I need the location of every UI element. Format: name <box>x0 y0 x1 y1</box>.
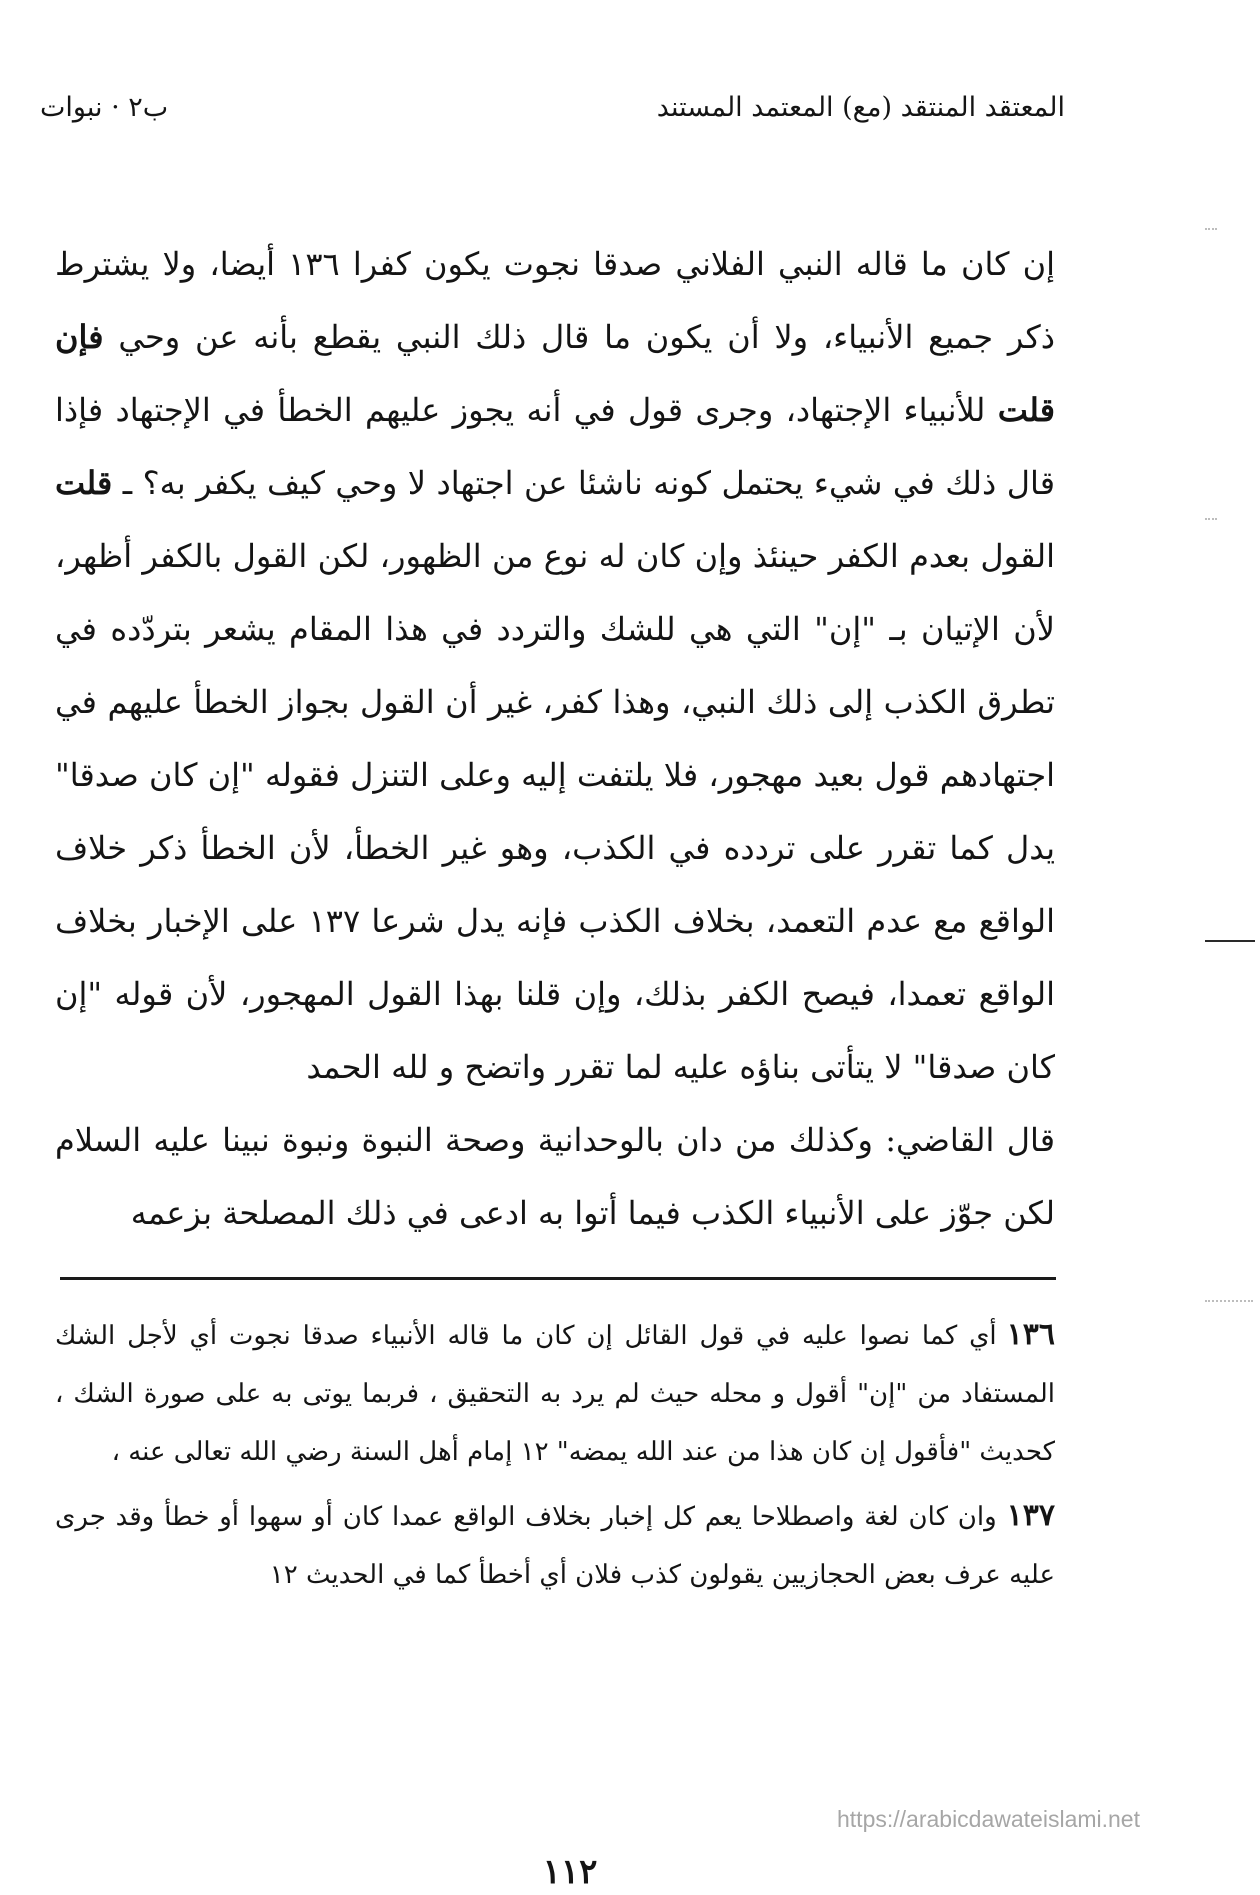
paragraph <box>55 1104 1055 1250</box>
footnote-text: أي كما نصوا عليه في قول القائل إن كان ما قاله الأنبياء صدقا نجوت أي لأجل الشك المستفاد من "إن" أقول و محله حيث لم يرد به التحقيق ، فربما يوتى به على صورة الشك ، كحديث "فأقول إن كان هذا من عند الله يمضه" ١٢ إمام أهل السنة رضي الله تعالى عنه ، <box>55 1321 1055 1467</box>
footnotes <box>55 1306 1055 1610</box>
scan-mark <box>1205 518 1217 520</box>
running-header-reference: ب۲ · نبوات <box>40 92 169 123</box>
footnote-separator <box>60 1277 1056 1280</box>
text-run: قال القاضي: وكذلك من دان بالوحدانية وصحة النبوة ونبوة نبينا عليه السلام لكن جوّز على الأنبياء الكذب فيما أتوا به ادعى في ذلك المصلحة بزعمه <box>55 1121 1055 1232</box>
running-header-title: المعتقد المنتقد (مع) المعتمد المستند <box>656 92 1065 123</box>
paragraph <box>55 228 1055 1104</box>
text-run: للأنبياء الإجتهاد، وجرى قول في أنه يجوز عليهم الخطأ في الإجتهاد فإذا قال ذلك في شيء يحتمل كونه ناشئا عن اجتهاد لا وحي كيف يكفر به؟ ـ <box>55 391 1056 502</box>
footnote-number: ١٣٧ <box>1006 1498 1055 1533</box>
bold-phrase: فإن قلت <box>55 318 1056 429</box>
watermark-url: https://arabicdawateislami.net <box>837 1806 1140 1832</box>
footnote-text: وان كان لغة واصطلاحا يعم كل إخبار بخلاف الواقع عمدا كان أو سهوا أو خطأ وقد جرى عليه عرف بعض الحجازيين يقولون كذب فلان أي أخطأ كما في الحديث ١٢ <box>55 1502 1055 1590</box>
scan-mark <box>1205 228 1217 230</box>
page-number: ١١٢ <box>542 1852 598 1892</box>
footnote-number: ١٣٦ <box>1006 1317 1055 1352</box>
bold-phrase: قلت <box>55 464 113 502</box>
footnote <box>55 1306 1055 1481</box>
text-run: القول بعدم الكفر حينئذ وإن كان له نوع من الظهور، لكن القول بالكفر أظهر، لأن الإتيان بـ "إن" التي هي للشك والتردد في هذا المقام يشعر بتردّده في تطرق الكذب إلى ذلك النبي، وهذا كفر، غير أن القول بجواز الخطأ عليهم في اجتهادهم قول بعيد مهجور، فلا يلتفت إليه وعلى التنزل فقوله "إن كان صدقا" يدل كما تقرر على تردده في الكذب، وهو غير الخطأ، لأن الخطأ ذكر خلاف الواقع مع عدم التعمد، بخلاف الكذب فإنه يدل شرعا ١٣٧ على الإخبار بخلاف الواقع تعمدا، فيصح الكفر بذلك، وإن قلنا بهذا القول المهجور، لأن قوله "إن كان صدقا" لا يتأتى بناؤه عليه لما تقرر واتضح و لله الحمد <box>55 537 1056 1086</box>
scan-mark <box>1205 940 1255 942</box>
main-text <box>55 228 1055 1250</box>
footnote <box>55 1487 1055 1604</box>
scan-mark <box>1205 1300 1253 1302</box>
text-run: إن كان ما قاله النبي الفلاني صدقا نجوت يكون كفرا ١٣٦ أيضا، ولا يشترط ذكر جميع الأنبياء، ولا أن يكون ما قال ذلك النبي يقطع بأنه عن وحي <box>55 245 1056 356</box>
